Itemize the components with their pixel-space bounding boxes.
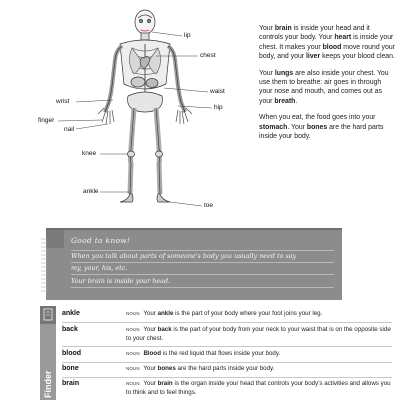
good-to-know-line-2: my, your, his, etc. bbox=[71, 264, 128, 272]
intro-paragraph-2: Your lungs are also inside your chest. You use them to breathe: air goes in through your nose and mouth, and comes out as your breath. bbox=[259, 69, 389, 105]
entry-definition: NOUN Blood is the red liquid that flows inside your body. bbox=[126, 350, 281, 357]
rule-line bbox=[71, 274, 334, 275]
intro-paragraph-1: Your brain is inside your head and it controls your body. Your heart is inside your chest. It makes your blood move round your body, and your liver keeps your blood clean. bbox=[259, 25, 395, 61]
entry-definition: NOUN Your brain is the organ inside your head that controls your body's activities and allows you to think and to feel things. bbox=[126, 380, 391, 396]
label-ankle: ankle bbox=[83, 188, 99, 195]
rule-line bbox=[71, 262, 334, 263]
good-to-know-line-1: When you talk about parts of someone's body you usually need to say bbox=[71, 252, 297, 260]
good-to-know-tab bbox=[46, 230, 64, 248]
label-finger: finger bbox=[38, 117, 55, 124]
intro-text bbox=[259, 24, 395, 148]
good-to-know-title: Good to know! bbox=[71, 236, 131, 245]
label-waist: waist bbox=[210, 88, 225, 95]
anatomy-figure bbox=[28, 6, 256, 218]
finder-tab bbox=[40, 306, 56, 324]
entry-definition: NOUN Your ankle is the part of your body where your foot joins your leg. bbox=[126, 310, 323, 317]
rule-line bbox=[71, 287, 334, 288]
book-icon bbox=[40, 306, 56, 324]
entry-definition: NOUN Your bones are the hard parts inside your body. bbox=[126, 365, 275, 372]
finder-vertical-label: Finder bbox=[43, 370, 53, 398]
intro-paragraph-3: When you eat, the food goes into your stomach. Your bones are the hard parts inside your body. bbox=[259, 114, 384, 140]
good-to-know-line-3: Your brain is inside your head. bbox=[71, 277, 171, 285]
label-lip: lip bbox=[184, 32, 191, 39]
entry-word: bone bbox=[62, 365, 79, 372]
divider bbox=[62, 377, 392, 378]
label-wrist: wrist bbox=[56, 98, 70, 105]
entry-word: blood bbox=[62, 350, 82, 357]
entry-word: brain bbox=[62, 380, 80, 387]
spiral-binding-icon bbox=[40, 236, 48, 294]
word-finder bbox=[40, 306, 392, 400]
rule-line bbox=[71, 250, 334, 251]
label-knee: knee bbox=[82, 150, 97, 157]
entry-word: back bbox=[62, 326, 78, 333]
good-to-know-box bbox=[46, 228, 342, 300]
divider bbox=[62, 322, 392, 323]
entry-word: ankle bbox=[62, 310, 80, 317]
divider bbox=[62, 346, 392, 347]
label-hip: hip bbox=[214, 104, 223, 111]
label-toe: toe bbox=[204, 202, 214, 209]
divider bbox=[62, 362, 392, 363]
label-chest: chest bbox=[200, 52, 216, 59]
skeleton-illustration bbox=[28, 6, 256, 218]
label-nail: nail bbox=[64, 126, 75, 133]
entry-definition: NOUN Your back is the part of your body from your neck to your waist that is on the opposite side to your chest. bbox=[126, 326, 391, 342]
